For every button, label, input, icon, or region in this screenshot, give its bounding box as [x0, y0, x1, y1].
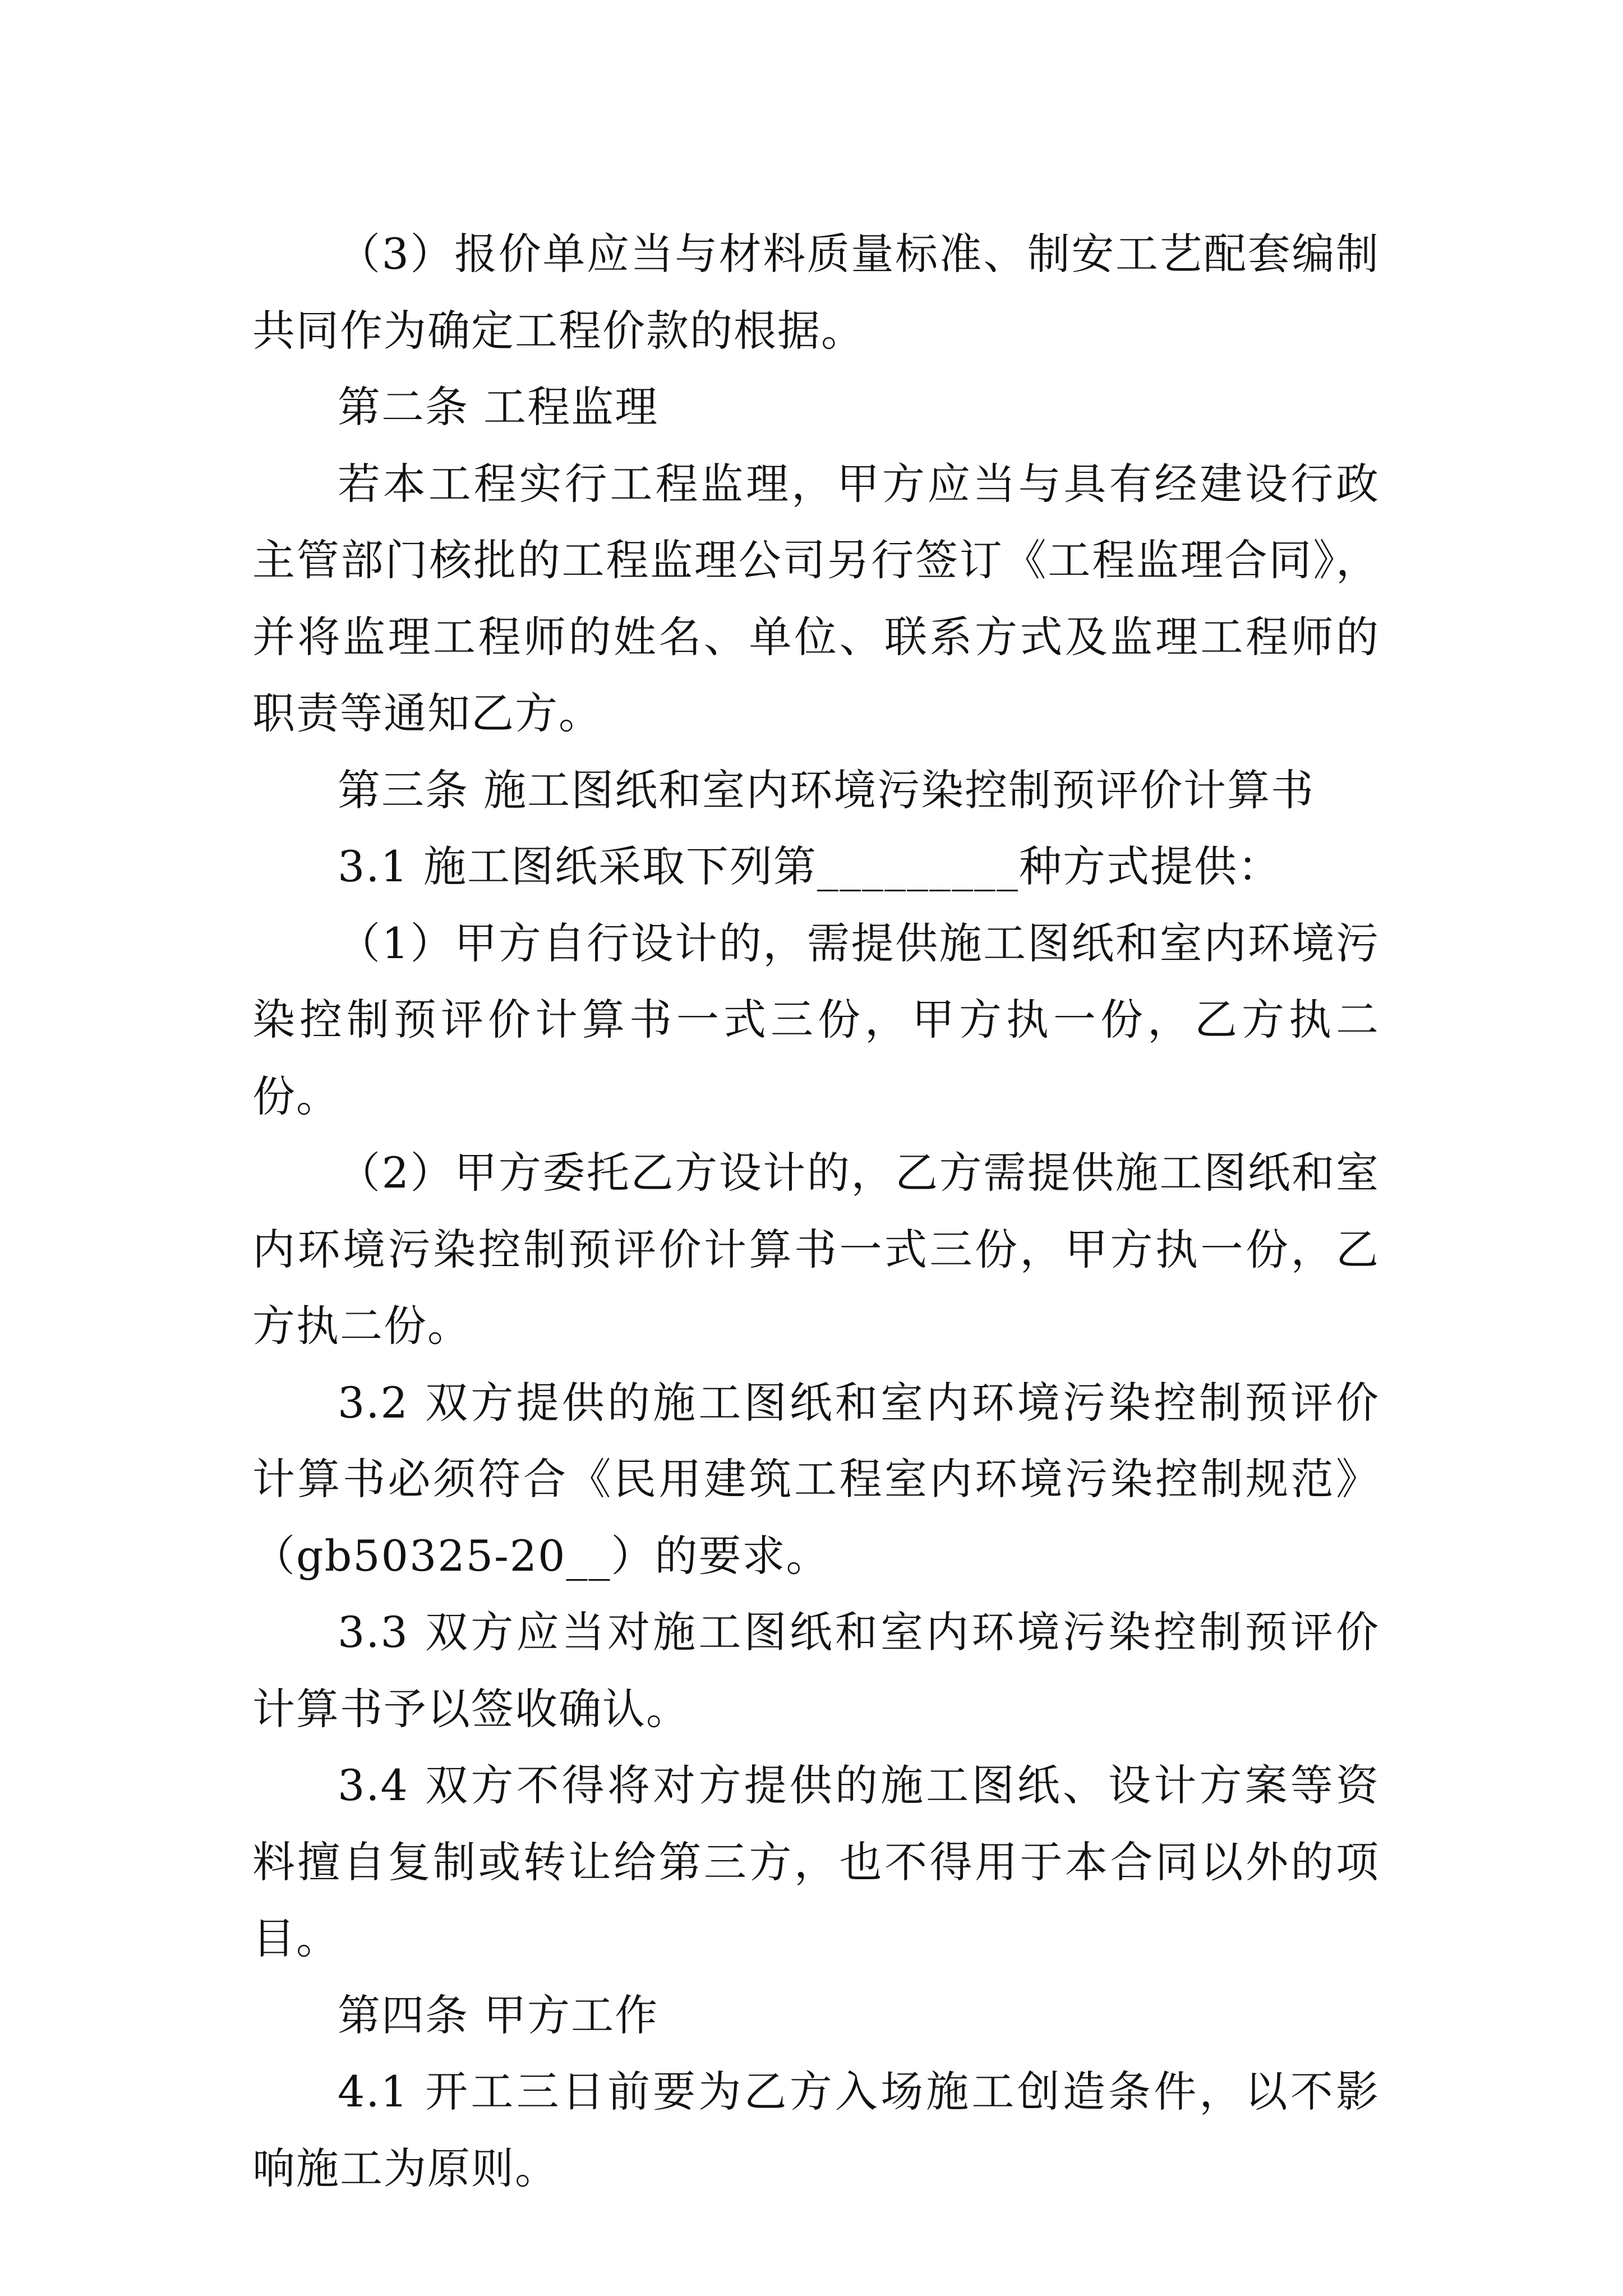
document-body — [252, 216, 1380, 2207]
paragraph-3-3: 3.3 双方应当对施工图纸和室内环境污染控制预评价计算书予以签收确认。 — [252, 1607, 1380, 1734]
paragraph-3-1-option-1: （1）甲方自行设计的，需提供施工图纸和室内环境污染控制预评价计算书一式三份，甲方执一份，乙方执二份。 — [252, 918, 1380, 1121]
paragraph-3-1: 3.1 施工图纸采取下列第_________种方式提供： — [338, 841, 1282, 891]
heading-article-4: 第四条 甲方工作 — [338, 1990, 659, 2040]
paragraph-3-1-option-2: （2）甲方委托乙方设计的，乙方需提供施工图纸和室内环境污染控制预评价计算书一式三份，甲方执一份，乙方执二份。 — [252, 1148, 1380, 1351]
paragraph-3-2: 3.2 双方提供的施工图纸和室内环境污染控制预评价计算书必须符合《民用建筑工程室内环境污染控制规范》（gb50325-20__）的要求。 — [252, 1377, 1380, 1581]
heading-article-3: 第三条 施工图纸和室内环境污染控制预评价计算书 — [338, 765, 1315, 815]
paragraph-supervision: 若本工程实行工程监理，甲方应当与具有经建设行政主管部门核批的工程监理公司另行签订《工程监理合同》，并将监理工程师的姓名、单位、联系方式及监理工程师的职责等通知乙方。 — [252, 458, 1380, 738]
paragraph-4-1: 4.1 开工三日前要为乙方入场施工创造条件，以不影响施工为原则。 — [252, 2067, 1380, 2193]
paragraph-quote-price-list: （3）报价单应当与材料质量标准、制安工艺配套编制共同作为确定工程价款的根据。 — [252, 229, 1380, 356]
paragraph-3-4: 3.4 双方不得将对方提供的施工图纸、设计方案等资料擅自复制或转让给第三方，也不得用于本合同以外的项目。 — [252, 1760, 1380, 1963]
heading-article-2: 第二条 工程监理 — [338, 382, 659, 432]
